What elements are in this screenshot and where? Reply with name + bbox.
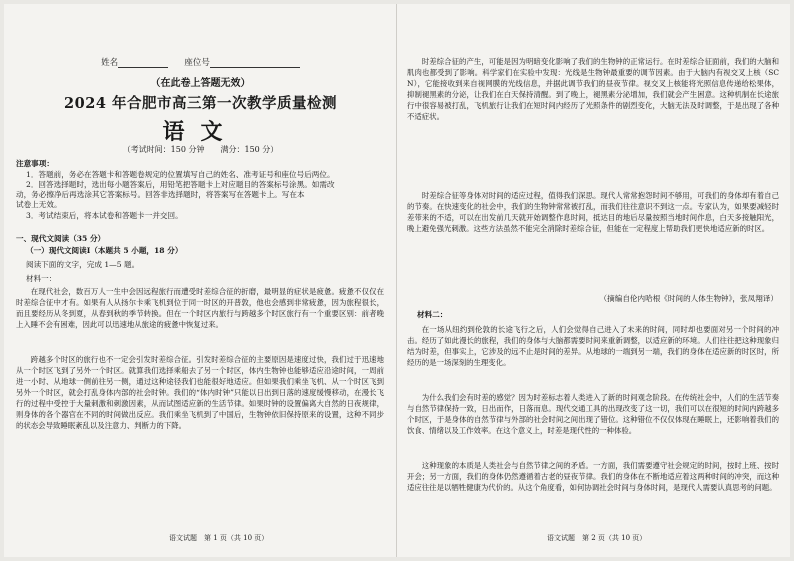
paragraph: 为什么我们会有时差的感觉？因为时差标志着人类进入了新的时间观念阶段。在传统社会中，人们的生活节奏与自然节律保持一致，日出而作，日落而息。现代交通工具的出现改变了这一切，我们可以在很短的时间内跨越多个时区，于是身体的自然节律与外部的社会时间之间出现了错位。这种错位不仅仅体现在睡眠上，还影响着我们的饮食、情绪以及工作效率。在这个意义上，时差是现代性的一种体验。 (407, 393, 779, 435)
instruction: 阅读下面的文字，完成 1—5 题。 (26, 260, 140, 269)
notice-2: 2．回答选择题时，选出每小题答案后，用铅笔把答题卡上对应题目的答案标号涂黑。如需改 (26, 180, 335, 189)
seat-label: 座位号 (184, 58, 210, 68)
exam-sheet (4, 4, 790, 557)
source-citation: （摘编自伦内哈根《时间的人体生物钟》，张凤翔译） (599, 294, 778, 303)
page-1 (4, 4, 397, 557)
name-label: 姓名 (101, 58, 119, 68)
exam-title: 2024 年合肥市高三第一次教学质量检测 (64, 95, 337, 112)
material-2-label: 材料二： (417, 310, 448, 319)
material-1-label: 材料一： (26, 274, 57, 283)
subsection-1: （一）现代文阅读Ⅰ（本题共 5 小题，18 分） (26, 246, 183, 255)
notice-3: 3．考试结束后，将本试卷和答题卡一并交回。 (26, 211, 183, 220)
page-footer: 语文试题 第 1 页（共 10 页） (169, 534, 269, 542)
invalid-note: （在此卷上答题无效） (150, 78, 251, 89)
section-1: 一、现代文阅读（35 分） (16, 234, 106, 243)
page-2 (397, 4, 790, 557)
notice-2b: 动，务必擦净后再选涂其它答案标号。回答非选择题时，将答案写在答题卡上。写在本 (16, 190, 305, 199)
candidate-fields (4, 56, 397, 68)
notice-title: 注意事项： (16, 159, 54, 168)
paragraph: 时差综合征等身体对时间的适应过程，值得我们深思。现代人常常抱怨时间不够用，可我们的身体却有着自己的节奏。在快速变化的社会中，我们的生物钟常常被打乱，而我们往往意识不到这一点。专家认为，如果要减轻时差带来的不适，可以在出发前几天就开始调整作息时间，抵达目的地后尽量按照当地时间作息，白天多接触阳光，晚上避免强光刺激。这些方法虽然不能完全消除时差综合征，但能在一定程度上帮助我们更快地适应新的时区。 (407, 191, 779, 233)
paragraph: 在一场从纽约到伦敦的长途飞行之后，人们会觉得自己进入了未来的时间，同时却也要面对另一个时间的冲击。经历了如此漫长的旅程，我们的身体与大脑都需要时间来重新调整，以适应新的环境。人们往往把这种现象归结为时差，但事实上，它涉及的远不止是时间的差异。从地球的一端到另一端，我们的身体在适应新的时区时，所经历的是一场深刻的生理变化。 (407, 325, 779, 367)
notice-2c: 试卷上无效。 (16, 200, 62, 209)
subject-title: 语文 (162, 119, 239, 145)
paragraph: 在现代社会，数百万人一生中会因远程旅行而遭受时差综合征的折磨，最明显的症状是疲惫。疲惫不仅仅在时差综合征中才有。如果有人从扬尔卡乘飞机到位于同一时区的开普敦，他也会感到非常疲惫，因为旅程很长，而且要经历从冬到夏，从春到秋的季节转换。但在一个时区内旅行与跨越多个时区旅行有一个重要区别：前者晚上入睡不会有困难，因此可以迅速地从旅途的疲惫中恢复过来。 (16, 287, 384, 329)
paragraph: 跨越多个时区的旅行也不一定会引发时差综合征。引发时差综合征的主要原因是速度过快，我们过于迅速地从一个时区飞到了另外一个时区。就算我们选择乘船去了另一个时区，体内生物钟也能够适应沿途时间，一周前进一小时、从地球一侧前往另一侧，通过这种途径我们也能很好地适应。但如果我们乘坐飞机、从一个时区飞到另外一个时区，就会打乱身体内部的社会时钟。我们的“体内时钟”只能以日出到日落的速度缓慢移动，在漫长飞行的过程中受控于大量刺激和刺激因素，从而试图适应新的生活节律。如果时钟的设置偏离大自然的日夜规律，则身体的各个器官在不同的时间做出反应。我们乘坐飞机到了中国后，生物钟依旧保持原来的设置，这种不同步的状态会导致睡眠紊乱以及注意力、判断力的下降。 (16, 355, 384, 430)
name-line[interactable] (118, 58, 168, 68)
time-info: （考试时间：150 分钟 满分：150 分） (122, 145, 279, 154)
paragraph: 时差综合征的产生，可能是因为明暗变化影响了我们的生物钟的正常运行。在时差综合征面前，我们的大脑和肌肉也都受到了影响。科学家们在实验中发现：光线是生物钟最重要的调节因素。由于大脑内有视交叉上核（SCN），它能接收到来自视网膜的光线信息，并据此调节我们的昼夜节律。视交叉上核能将光照信息传递给松果体，抑制褪黑素的分泌，让我们在白天保持清醒。到了晚上，褪黑素分泌增加，我们就会产生困意。这种机制在长途旅行中很容易被打乱，飞机旅行让我们在短时间内经历了光照条件的剧烈变化，大脑无法及时调整，于是出现了各种不适症状。 (407, 57, 779, 121)
paragraph: 这种现象的本质是人类社会与自然节律之间的矛盾。一方面，我们需要遵守社会规定的时间，按时上班、按时开会；另一方面，我们的身体仍然遵循着古老的昼夜节律。我们的身体在不断地适应着这两种时间的冲突，而这种适应往往是以牺牲健康为代价的。从这个角度看，如何协调社会时间与身体时间，是现代人需要认真思考的问题。 (407, 461, 779, 492)
seat-line[interactable] (210, 58, 300, 68)
page-footer: 语文试题 第 2 页（共 10 页） (547, 534, 647, 542)
notice-1: 1．答题前，务必在答题卡和答题卷规定的位置填写自己的姓名、准考证号和座位号后两位。 (26, 170, 335, 179)
